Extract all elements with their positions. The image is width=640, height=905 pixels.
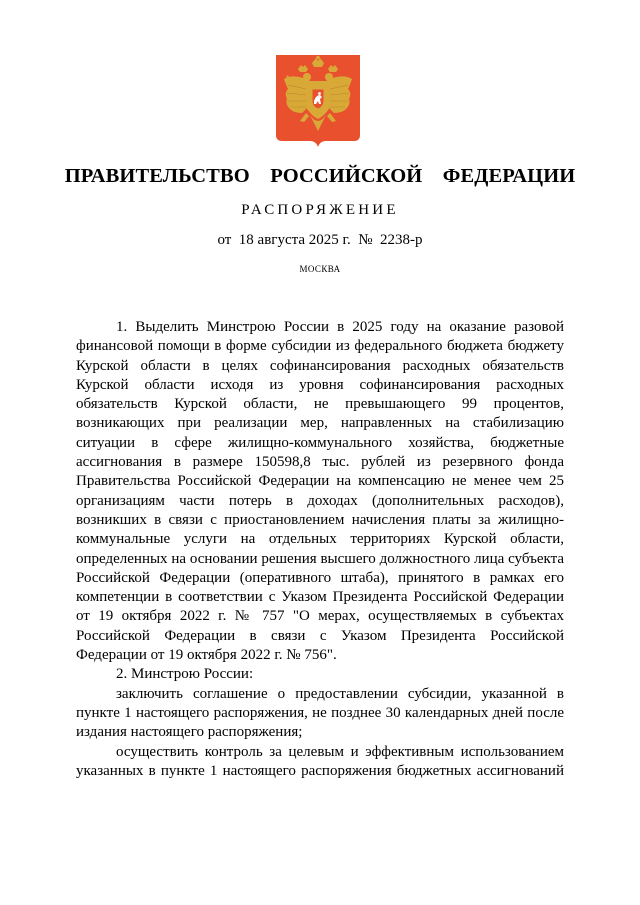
government-title: ПРАВИТЕЛЬСТВО РОССИЙСКОЙ ФЕДЕРАЦИИ xyxy=(64,165,576,187)
document-body xyxy=(76,318,564,781)
russian-coat-of-arms-icon xyxy=(276,55,360,147)
document-city: МОСКВА xyxy=(299,264,341,274)
document-date-number: от 18 августа 2025 г. № 2238-р xyxy=(217,232,423,248)
paragraph-2-item-1: заключить соглашение о предоставлении субсидии, указанной в пункте 1 настоящего распоряжения, не позднее 30 календарных дней после издания настоящего распоряжения; xyxy=(76,685,564,741)
paragraph-2: 2. Минстрою России: xyxy=(116,666,254,683)
document-type: РАСПОРЯЖЕНИЕ xyxy=(241,202,399,218)
paragraph-1: 1. Выделить Минстрою России в 2025 году на оказание разовой финансовой помощи в форме субсидии из федерального бюджета бюджету Курской области в целях софинансирования расходных обязательств Курской области исходя из уровня софинансирования расходных обязательств Курской области, не превышающего 99 процентов, возникающих при реализации мер, направленных на стабилизацию ситуации в сфере жилищно-коммунального хозяйства, бюджетные ассигнования в размере 150598,8 тыс. рублей из резервного фонда Правительства Российской Федерации на компенсацию не менее чем 25 организациям части потерь в доходах (дополнительных расходов), возникших в связи с приостановлением начисления платы за жилищно-коммунальные услуги на отдельных территориях Курской области, определенных на основании решения высшего должностного лица субъекта Российской Федерации (оперативного штаба), принятого в рамках его компетенции в соответствии с Указом Президента Российской Федерации от 19 октября 2022 г. № 757 "О мерах, осуществляемых в субъектах Российской Федерации в связи с Указом Президента Российской Федерации от 19 октября 2022 г. № 756". xyxy=(76,319,564,664)
paragraph-2-item-2: осуществить контроль за целевым и эффективным использованием указанных в пункте 1 настоящего распоряжения бюджетных ассигнований xyxy=(76,743,564,779)
